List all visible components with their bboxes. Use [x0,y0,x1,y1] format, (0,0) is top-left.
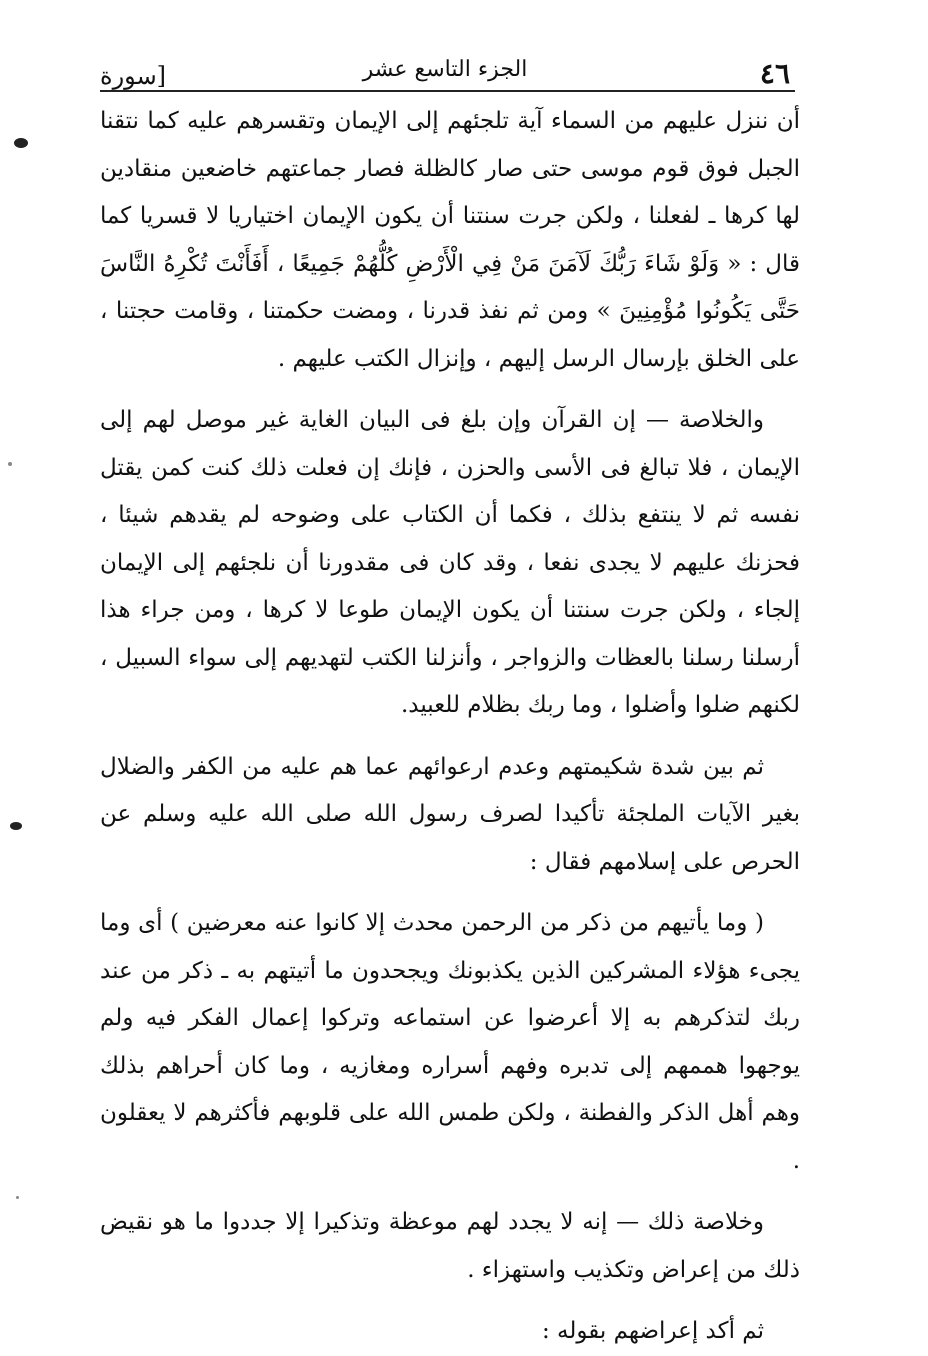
paragraph: أن ننزل عليهم من السماء آية تلجئهم إلى الإيمان وتقسرهم عليه كما نتقنا الجبل فوق قوم موسى حتى صار كالظلة فصار جماعتهم خاضعين منقادين لها كرها ـ لفعلنا ، ولكن جرت سنتنا أن يكون الإيمان اختياريا لا قسريا كما قال : « وَلَوْ شَاءَ رَبُّكَ لَآمَنَ مَنْ فِي الْأَرْضِ كُلُّهُمْ جَمِيعًا ، أَفَأَنْتَ تُكْرِهُ النَّاسَ حَتَّى يَكُونُوا مُؤْمِنِينَ » ومن ثم نفذ قدرنا ، ومضت حكمتنا ، وقامت حجتنا ، على الخلق بإرسال الرسل إليهم ، وإنزال الكتب عليهم . [100,108,800,372]
page-header [100,30,790,90]
header-rule [100,90,795,92]
paragraph: والخلاصة — إن القرآن وإن بلغ فى البيان الغاية غير موصل لهم إلى الإيمان ، فلا تبالغ فى الأسى والحزن ، فإنك إن فعلت ذلك كنت كمن يقتل نفسه ثم لا ينتفع بذلك ، فكما أن الكتاب على وضوحه لم يقدهم شيئا ، فحزنك عليهم لا يجدى نفعا ، وقد كان فى مقدورنا أن نلجئهم إلى الإيمان إلجاء ، ولكن جرت سنتنا أن يكون الإيمان طوعا لا كرها ، ومن جراء هذا أرسلنا رسلنا بالعظات والزواجر ، وأنزلنا الكتب لتهديهم إلى سواء السبيل ، لكنهم ضلوا وأضلوا ، وما ربك بظلام للعبيد. [100,407,800,718]
paragraph: ثم بين شدة شكيمتهم وعدم ارعوائهم عما هم عليه من الكفر والضلال بغير الآيات الملجئة تأكيدا لصرف رسول الله صلى الله عليه وسلم عن الحرص على إسلامهم فقال : [100,753,800,875]
paragraph: وخلاصة ذلك — إنه لا يجدد لهم موعظة وتذكيرا إلا جددوا ما هو نقيض ذلك من إعراض وتكذيب واستهزاء . [100,1209,800,1283]
paragraph: ثم أكد إعراضهم بقوله : [541,1318,764,1344]
running-title: الجزء التاسع عشر [362,57,528,82]
page-body [100,98,800,1356]
scan-speck [14,138,28,148]
page-number: ٤٦ [759,57,790,90]
scan-speck [16,1196,19,1199]
surah-label: [سورة [100,62,167,90]
scan-speck [8,462,12,466]
paragraph: ( وما يأتيهم من ذكر من الرحمن محدث إلا كانوا عنه معرضين ) أى وما يجىء هؤلاء المشركين الذين يكذبونك ويجحدون ما أتيتهم به ـ ذكر من عند ربك لتذكرهم به إلا أعرضوا عن استماعه وتركوا إعمال الفكر فيه ولم يوجهوا هممهم إلى تدبره وفهم أسراره ومغازيه ، وما كان أحراهم بذلك وهم أهل الذكر والفطنة ، ولكن طمس الله على قلوبهم فأكثرهم لا يعقلون . [100,910,800,1174]
scan-speck [10,822,22,830]
